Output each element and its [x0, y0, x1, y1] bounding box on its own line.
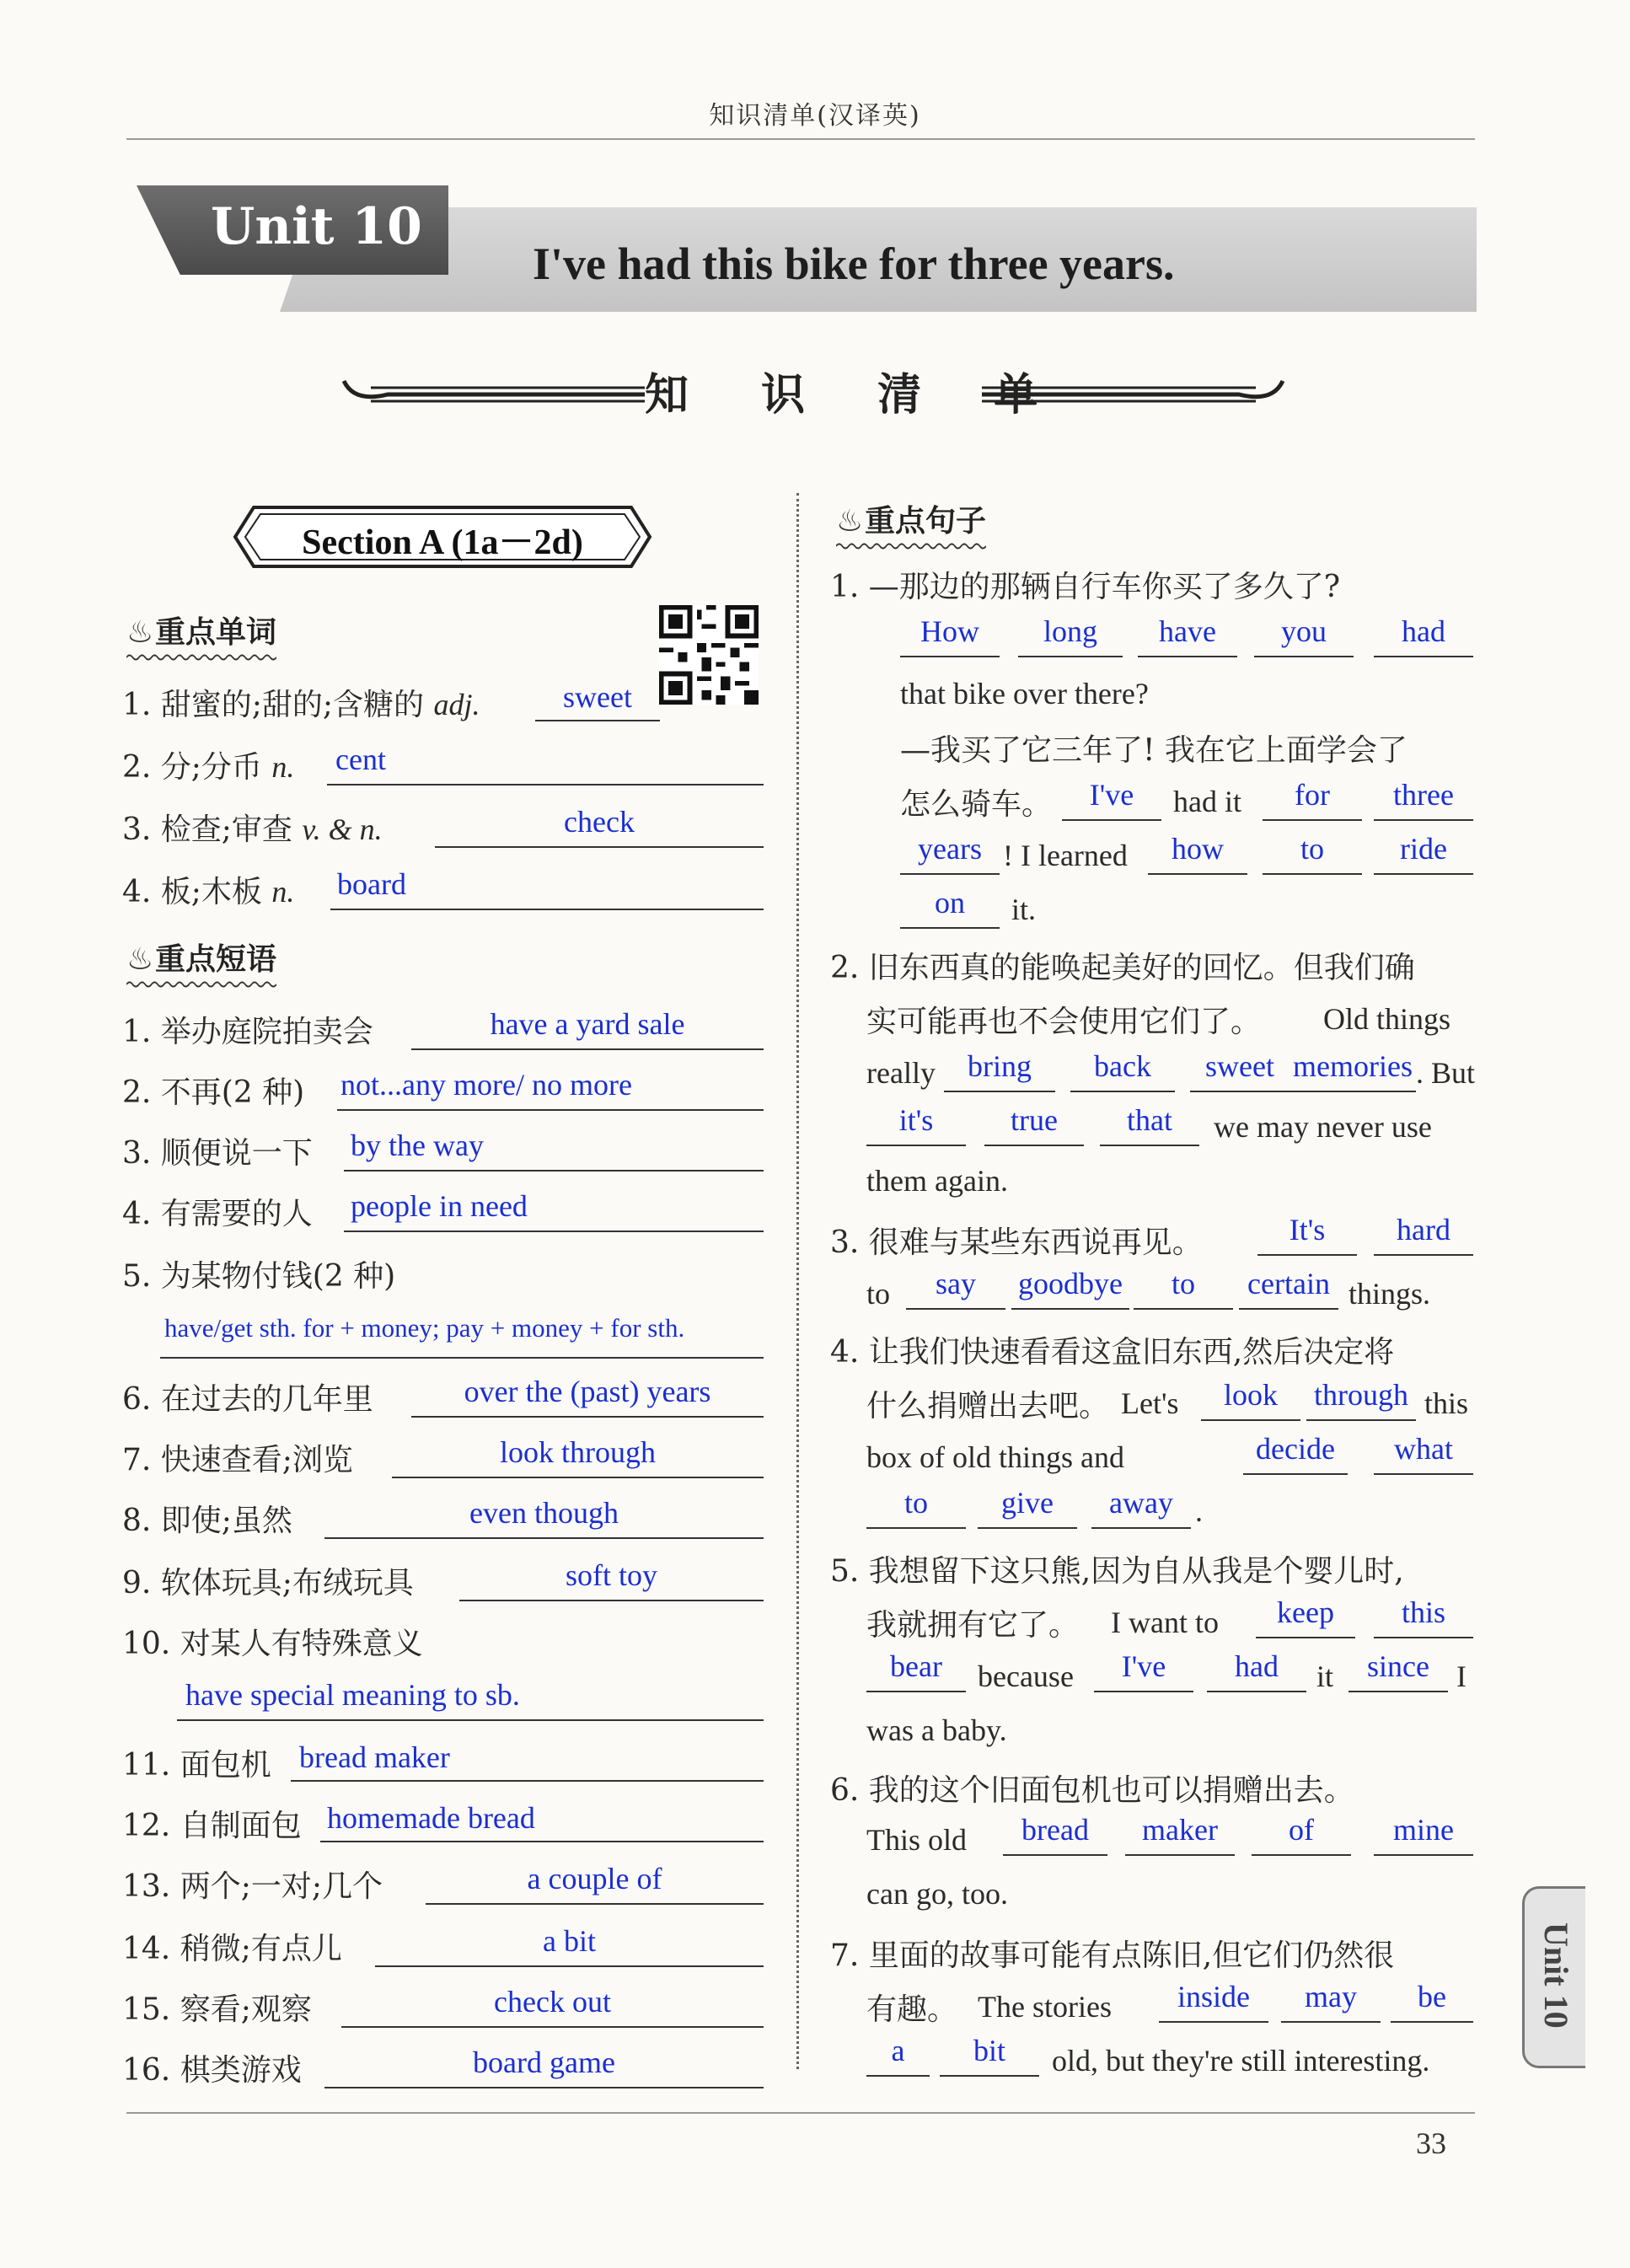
- phrase-item-9: 9. 软体玩具;布绒玩具: [122, 1566, 414, 1600]
- sentence-1-answer: I've: [1089, 778, 1134, 812]
- sentence-1-answer: to: [1300, 832, 1324, 866]
- sentence-5-text: because: [978, 1659, 1074, 1693]
- sentence-7-blank[interactable]: [866, 2075, 930, 2077]
- section-heading-text: 知 识 清 单: [645, 370, 1067, 421]
- sentence-1-answer: had: [1402, 614, 1445, 648]
- sentence-6-answer: maker: [1142, 1813, 1218, 1847]
- phrase-answer-5: have/get sth. for + money; pay + money + for sth.: [164, 1313, 685, 1343]
- word-item-4: 4. 板;木板 n.: [122, 875, 295, 909]
- sentence-2-blank[interactable]: [1190, 1091, 1290, 1092]
- footer-rule: [126, 2112, 1475, 2114]
- sentence-4-blank[interactable]: [1201, 1419, 1300, 1421]
- sentence-2-answer: memories: [1293, 1049, 1413, 1083]
- phrase-answer-15: check out: [494, 1985, 611, 2019]
- sentence-1-answer: three: [1393, 778, 1454, 812]
- sentence-5-text: I want to: [1111, 1606, 1219, 1639]
- phrase-item-13: 13. 两个;一对;几个: [122, 1869, 383, 1904]
- sentence-4-answer: through: [1314, 1378, 1408, 1412]
- sentence-4-blank[interactable]: [1374, 1473, 1473, 1475]
- unit-title: I've had this bike for three years.: [533, 239, 1175, 289]
- sentence-4-answer: give: [1001, 1486, 1054, 1520]
- sentence-1-blank[interactable]: [1374, 819, 1473, 821]
- sentence-2-answer: true: [1011, 1103, 1058, 1137]
- sentence-1-answer: on: [935, 886, 965, 920]
- sentence-7-blank[interactable]: [940, 2075, 1039, 2077]
- phrase-blank-12[interactable]: [320, 1841, 764, 1842]
- phrase-answer-12: homemade bread: [327, 1801, 535, 1835]
- sentence-4-answer: what: [1394, 1432, 1453, 1466]
- sentence-4-text: .: [1195, 1494, 1203, 1528]
- sentence-3-answer: hard: [1397, 1213, 1450, 1247]
- column-divider: [796, 493, 799, 2069]
- sentence-3-answer: goodbye: [1018, 1267, 1123, 1300]
- right-ornament-icon: [978, 369, 1290, 411]
- sentence-7-cn: 7. 里面的故事可能有点陈旧,但它们仍然很: [830, 1938, 1395, 1973]
- sentence-7-blank[interactable]: [1391, 2021, 1473, 2023]
- sentence-3-blank[interactable]: [1011, 1308, 1129, 1310]
- sentence-6-answer: mine: [1393, 1813, 1454, 1847]
- phrase-answer-16: board game: [473, 2045, 615, 2079]
- sentence-4-answer: away: [1109, 1486, 1173, 1520]
- sentence-4-blank[interactable]: [1306, 1419, 1416, 1421]
- sentence-1-answer: How: [920, 614, 979, 648]
- phrase-item-5: 5. 为某物付钱(2 种): [122, 1259, 396, 1294]
- sentence-6-text: can go, too.: [866, 1877, 1008, 1911]
- side-tab-label: Unit 10: [1537, 1922, 1575, 2029]
- sentence-1-blank[interactable]: [1374, 656, 1473, 657]
- sentence-2-text: Old things: [1323, 1002, 1451, 1036]
- phrase-blank-8[interactable]: [324, 1537, 764, 1539]
- sentence-1-blank[interactable]: [900, 873, 1000, 875]
- phrase-item-14: 14. 稍微;有点儿: [122, 1932, 342, 1966]
- wave-underline: [126, 653, 276, 662]
- sentence-6-blank[interactable]: [1125, 1854, 1235, 1856]
- sentence-3-answer: say: [936, 1267, 976, 1300]
- sentence-1-blank[interactable]: [1062, 819, 1161, 821]
- phrase-blank-4[interactable]: [344, 1231, 764, 1232]
- section-heading: [0, 354, 1630, 421]
- sentence-1-cn-3: 怎么骑车。: [900, 787, 1053, 822]
- sentence-3-answer: It's: [1289, 1213, 1326, 1247]
- phrase-answer-3: by the way: [351, 1129, 484, 1162]
- phrase-blank-15[interactable]: [341, 2026, 764, 2028]
- phrase-answer-9: soft toy: [565, 1558, 657, 1592]
- phrase-blank-11[interactable]: [291, 1780, 764, 1782]
- heading-key-phrases: ♨重点短语: [126, 936, 276, 979]
- running-header: 知识清单(汉译英): [709, 101, 921, 131]
- sentence-7-answer: may: [1305, 1980, 1357, 2013]
- sentence-3-answer: certain: [1247, 1267, 1330, 1300]
- page-number: 33: [1416, 2126, 1446, 2160]
- sentence-5-blank[interactable]: [1094, 1691, 1193, 1692]
- sentence-2-text: them again.: [866, 1164, 1008, 1198]
- sentence-1-blank[interactable]: [1148, 873, 1247, 875]
- sentence-1-blank[interactable]: [1263, 873, 1362, 875]
- wave-underline: [836, 542, 986, 550]
- sentence-1-cn-2: —我买了它三年了! 我在它上面学会了: [900, 733, 1407, 768]
- word-blank-1[interactable]: [535, 720, 660, 721]
- sentence-4-text: this: [1424, 1386, 1469, 1420]
- unit-side-tab: [1522, 1886, 1585, 2068]
- sentence-5-text: was a baby.: [866, 1713, 1007, 1747]
- phrase-answer-13: a couple of: [527, 1862, 662, 1895]
- phrase-answer-8: even though: [469, 1496, 619, 1530]
- phrase-item-6: 6. 在过去的几年里: [122, 1382, 373, 1417]
- word-answer-4: board: [337, 867, 406, 901]
- sentence-5-text: I: [1456, 1659, 1466, 1693]
- sentence-1-blank[interactable]: [1138, 656, 1237, 657]
- sentence-5-blank[interactable]: [1349, 1691, 1448, 1692]
- sentence-1-blank[interactable]: [1374, 873, 1473, 875]
- sentence-5-text: it: [1316, 1659, 1334, 1693]
- sentence-2-text: really: [866, 1056, 936, 1090]
- sentence-6-blank[interactable]: [1374, 1854, 1473, 1856]
- phrase-item-8: 8. 即使;虽然: [122, 1504, 292, 1538]
- sentence-2-blank[interactable]: [944, 1091, 1055, 1092]
- word-item-2: 2. 分;分币 n.: [122, 750, 295, 785]
- phrase-item-10: 10. 对某人有特殊意义: [122, 1627, 423, 1661]
- phrase-blank-13[interactable]: [426, 1903, 764, 1905]
- phrase-item-3: 3. 顺便说一下: [122, 1136, 313, 1171]
- heading-key-words: ♨重点单词: [126, 609, 276, 651]
- sentence-3-cn: 3. 很难与某些东西说再见。: [830, 1225, 1203, 1260]
- sentence-7-text: old, but they're still interesting.: [1052, 2044, 1430, 2078]
- wave-underline: [126, 980, 276, 989]
- sentence-2-blank[interactable]: [866, 1145, 966, 1146]
- sentence-4-blank[interactable]: [1091, 1527, 1191, 1529]
- sentence-1-blank[interactable]: [900, 656, 1000, 657]
- sentence-5-cn: 5. 我想留下这只熊,因为自从我是个婴儿时,: [830, 1554, 1404, 1589]
- steam-icon: ♨: [126, 942, 154, 977]
- sentence-3-blank[interactable]: [906, 1308, 1005, 1310]
- sentence-6-blank[interactable]: [1252, 1854, 1351, 1856]
- sentence-1-blank[interactable]: [900, 927, 1000, 929]
- phrase-answer-1: have a yard sale: [490, 1007, 685, 1041]
- phrase-blank-3[interactable]: [344, 1170, 764, 1172]
- phrase-item-2: 2. 不再(2 种): [122, 1075, 305, 1110]
- sentence-4-cn: 4. 让我们快速看看这盒旧东西,然后决定将: [830, 1335, 1395, 1370]
- sentence-4-text: Let's: [1121, 1386, 1179, 1420]
- sentence-5-answer: keep: [1277, 1595, 1334, 1629]
- sentence-4-cn-2: 什么捐赠出去吧。: [866, 1389, 1110, 1424]
- sentence-2-blank[interactable]: [984, 1145, 1084, 1146]
- sentence-4-text: box of old things and: [866, 1440, 1124, 1474]
- word-blank-3[interactable]: [435, 846, 764, 848]
- sentence-2-answer: sweet: [1205, 1049, 1274, 1083]
- sentence-6-blank[interactable]: [1003, 1854, 1107, 1856]
- sentence-2-blank[interactable]: [1070, 1091, 1175, 1092]
- sentence-1-cn: 1. —那边的那辆自行车你买了多久了?: [830, 570, 1341, 604]
- sentence-2-text: we may never use: [1214, 1110, 1432, 1144]
- sentence-1-blank[interactable]: [1263, 819, 1362, 821]
- phrase-answer-11: bread maker: [299, 1740, 450, 1774]
- phrase-answer-6: over the (past) years: [464, 1375, 711, 1408]
- phrase-item-16: 16. 棋类游戏: [122, 2053, 302, 2088]
- section-a-text: Section A (1a－2d): [302, 523, 583, 562]
- sentence-2-text: . But: [1416, 1056, 1476, 1090]
- sentence-2-blank[interactable]: [1100, 1145, 1199, 1146]
- sentence-1-answer: you: [1281, 614, 1327, 648]
- sentence-2-answer: back: [1094, 1049, 1151, 1083]
- phrase-answer-4: people in need: [351, 1189, 528, 1223]
- sentence-1-answer: ride: [1400, 832, 1447, 866]
- sentence-2-cn: 2. 旧东西真的能唤起美好的回忆。但我们确: [830, 951, 1415, 985]
- sentence-7-blank[interactable]: [1281, 2021, 1381, 2023]
- phrase-blank-9[interactable]: [459, 1600, 764, 1601]
- sentence-7-answer: inside: [1177, 1980, 1250, 2013]
- sentence-5-blank[interactable]: [866, 1691, 966, 1692]
- unit-banner: [137, 185, 1478, 314]
- sentence-5-answer: bear: [890, 1649, 942, 1683]
- word-item-1: 1. 甜蜜的;甜的;含糖的 adj.: [122, 688, 480, 722]
- word-answer-3: check: [564, 805, 635, 839]
- phrase-item-11: 11. 面包机: [122, 1748, 271, 1783]
- phrase-item-7: 7. 快速查看;浏览: [122, 1443, 353, 1477]
- sentence-5-answer: had: [1235, 1649, 1279, 1683]
- phrase-answer-14: a bit: [543, 1924, 596, 1958]
- sentence-5-answer: this: [1401, 1595, 1445, 1629]
- sentence-1-text: that bike over there?: [900, 677, 1149, 710]
- steam-icon: ♨: [126, 615, 154, 650]
- sentence-5-blank[interactable]: [1256, 1637, 1355, 1638]
- phrase-blank-5[interactable]: [160, 1357, 764, 1359]
- sentence-1-blank[interactable]: [1018, 656, 1123, 657]
- sentence-7-answer: a: [891, 2034, 905, 2067]
- sentence-7-answer: be: [1418, 1980, 1446, 2013]
- sentence-4-blank[interactable]: [1243, 1473, 1348, 1475]
- sentence-3-blank[interactable]: [1239, 1308, 1338, 1310]
- sentence-3-blank[interactable]: [1257, 1254, 1357, 1256]
- sentence-2-answer: it's: [898, 1103, 934, 1137]
- sentence-6-answer: bread: [1021, 1813, 1089, 1847]
- sentence-5-answer: I've: [1121, 1649, 1166, 1683]
- sentence-6-cn: 6. 我的这个旧面包机也可以捐赠出去。: [830, 1773, 1354, 1808]
- word-answer-1: sweet: [563, 680, 632, 714]
- sentence-4-answer: decide: [1256, 1432, 1335, 1466]
- sentence-1-answer: for: [1295, 778, 1330, 812]
- sentence-2-blank[interactable]: [1290, 1091, 1416, 1092]
- phrase-item-4: 4. 有需要的人: [122, 1197, 313, 1231]
- phrase-blank-14[interactable]: [375, 1965, 764, 1967]
- sentence-6-text: This old: [866, 1823, 968, 1857]
- sentence-6-answer: of: [1289, 1813, 1314, 1847]
- sentence-4-answer: to: [903, 1486, 928, 1520]
- section-a-label: [232, 504, 653, 570]
- sentence-7-blank[interactable]: [1159, 2021, 1268, 2023]
- sentence-7-text: The stories: [978, 1990, 1112, 2024]
- sentence-1-text: it.: [1011, 893, 1037, 926]
- sentence-5-blank[interactable]: [1374, 1637, 1473, 1638]
- sentence-1-answer: have: [1159, 614, 1216, 648]
- phrase-answer-10: have special meaning to sb.: [185, 1678, 520, 1712]
- phrase-item-15: 15. 察看;观察: [122, 1992, 312, 2027]
- sentence-5-answer: since: [1367, 1649, 1429, 1683]
- sentence-3-blank[interactable]: [1134, 1308, 1233, 1310]
- left-ornament-icon: [337, 369, 649, 411]
- phrase-item-12: 12. 自制面包: [122, 1809, 302, 1843]
- word-blank-2[interactable]: [327, 784, 764, 785]
- sentence-1-answer: years: [918, 832, 982, 866]
- sentence-1-answer: how: [1172, 832, 1224, 866]
- sentence-1-answer: long: [1043, 614, 1097, 648]
- phrase-blank-1[interactable]: [411, 1048, 764, 1050]
- sentence-4-blank[interactable]: [866, 1527, 966, 1529]
- phrase-blank-2[interactable]: [337, 1109, 764, 1111]
- sentence-7-answer: bit: [973, 2034, 1005, 2067]
- sentence-3-answer: to: [1171, 1267, 1195, 1300]
- phrase-item-1: 1. 举办庭院拍卖会: [122, 1015, 373, 1049]
- sentence-5-cn-2: 我就拥有它了。: [866, 1608, 1080, 1643]
- phrase-blank-7[interactable]: [392, 1477, 764, 1478]
- sentence-3-blank[interactable]: [1374, 1254, 1473, 1256]
- heading-key-sentences: ♨重点句子: [836, 497, 986, 540]
- qr-code-icon[interactable]: [659, 605, 759, 705]
- word-answer-2: cent: [335, 743, 386, 776]
- header-rule: [126, 138, 1475, 140]
- sentence-2-answer: that: [1127, 1103, 1172, 1137]
- word-item-3: 3. 检查;审查 v. & n.: [122, 812, 383, 847]
- sentence-2-cn-2: 实可能再也不会使用它们了。: [866, 1005, 1262, 1039]
- word-blank-4[interactable]: [330, 909, 764, 910]
- sentence-1-blank[interactable]: [1254, 656, 1354, 657]
- sentence-2-answer: bring: [968, 1049, 1032, 1083]
- sentence-7-cn-2: 有趣。: [866, 1992, 958, 2027]
- phrase-blank-6[interactable]: [411, 1416, 764, 1418]
- sentence-1-text: ! I learned: [1003, 839, 1128, 872]
- sentence-1-text: had it: [1173, 785, 1241, 818]
- phrase-blank-16[interactable]: [324, 2087, 764, 2088]
- phrase-answer-7: look through: [500, 1435, 656, 1469]
- sentence-3-text: to: [866, 1277, 891, 1311]
- sentence-4-blank[interactable]: [978, 1527, 1077, 1529]
- sentence-4-answer: look: [1223, 1378, 1278, 1412]
- phrase-blank-10[interactable]: [177, 1719, 764, 1721]
- phrase-answer-2: not...any more/ no more: [340, 1068, 632, 1102]
- sentence-5-blank[interactable]: [1207, 1691, 1306, 1692]
- unit-label: Unit 10: [211, 197, 422, 256]
- steam-icon: ♨: [836, 504, 864, 539]
- sentence-3-text: things.: [1349, 1277, 1431, 1311]
